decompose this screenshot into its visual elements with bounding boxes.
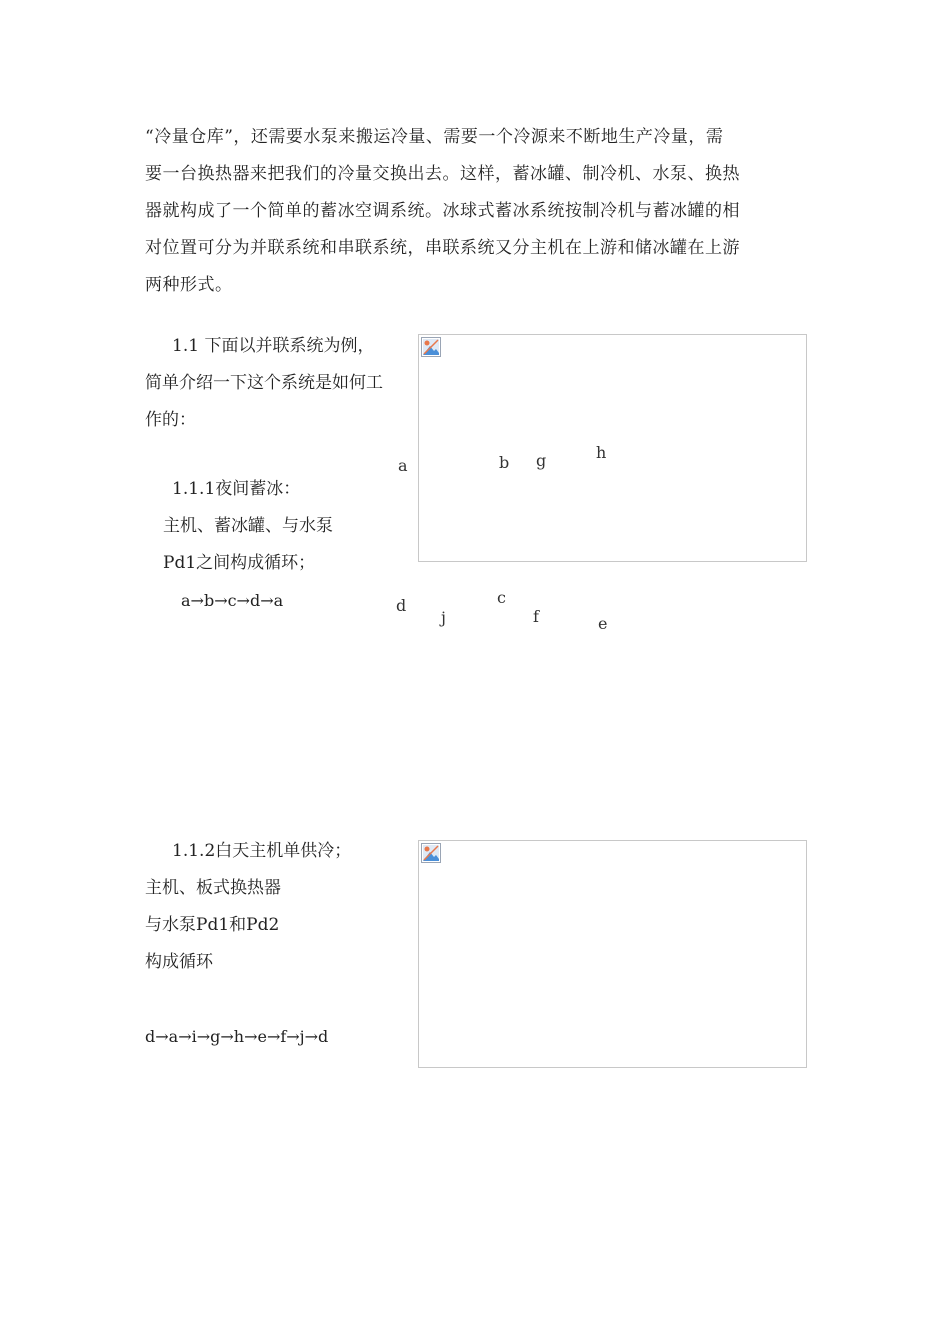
broken-image-icon [421,843,441,863]
diagram-label-a: a [398,456,408,475]
intro-line: 对位置可分为并联系统和串联系统，串联系统又分主机在上游和储冰罐在上游 [145,238,740,258]
broken-image-icon [421,337,441,357]
intro-line: 两种形式。 [145,275,233,295]
subsection-title: 1.1.2白天主机单供冷； [172,841,352,861]
section1-line: 简单介绍一下这个系统是如何工 [145,373,383,393]
diagram-image [418,840,807,1068]
subsection-line: Pd1之间构成循环； [163,553,316,573]
intro-line: 器就构成了一个简单的蓄冰空调系统。冰球式蓄冰系统按制冷机与蓄冰罐的相 [145,201,740,221]
diagram-label-c: c [497,588,506,607]
section1-line: 1.1 下面以并联系统为例， [172,336,375,356]
diagram-label-b: b [499,453,510,472]
diagram-label-d: d [396,596,407,615]
flow-sequence: d→a→i→g→h→e→f→j→d [145,1027,329,1046]
subsection-line: 主机、板式换热器 [145,878,281,898]
intro-paragraph [145,119,805,304]
diagram-label-j: j [441,608,446,627]
intro-line: 要一台换热器来把我们的冷量交换出去。这样，蓄冰罐、制冷机、水泵、换热 [145,164,740,184]
section1-line: 作的： [145,410,196,430]
subsection-line: 与水泵Pd1和Pd2 [145,915,280,935]
diagram-label-h: h [596,443,607,462]
diagram-label-g: g [536,451,547,470]
intro-line: “冷量仓库”，还需要水泵来搬运冷量、需要一个冷源来不断地生产冷量，需 [145,127,724,147]
subsection-line: 主机、蓄冰罐、与水泵 [163,516,333,536]
flow-sequence: a→b→c→d→a [181,591,284,610]
subsection-line: 构成循环 [145,952,213,972]
diagram-image [418,334,807,562]
diagram-label-e: e [598,614,608,633]
diagram-label-f: f [533,607,539,626]
subsection-title: 1.1.1夜间蓄冰： [172,479,301,499]
